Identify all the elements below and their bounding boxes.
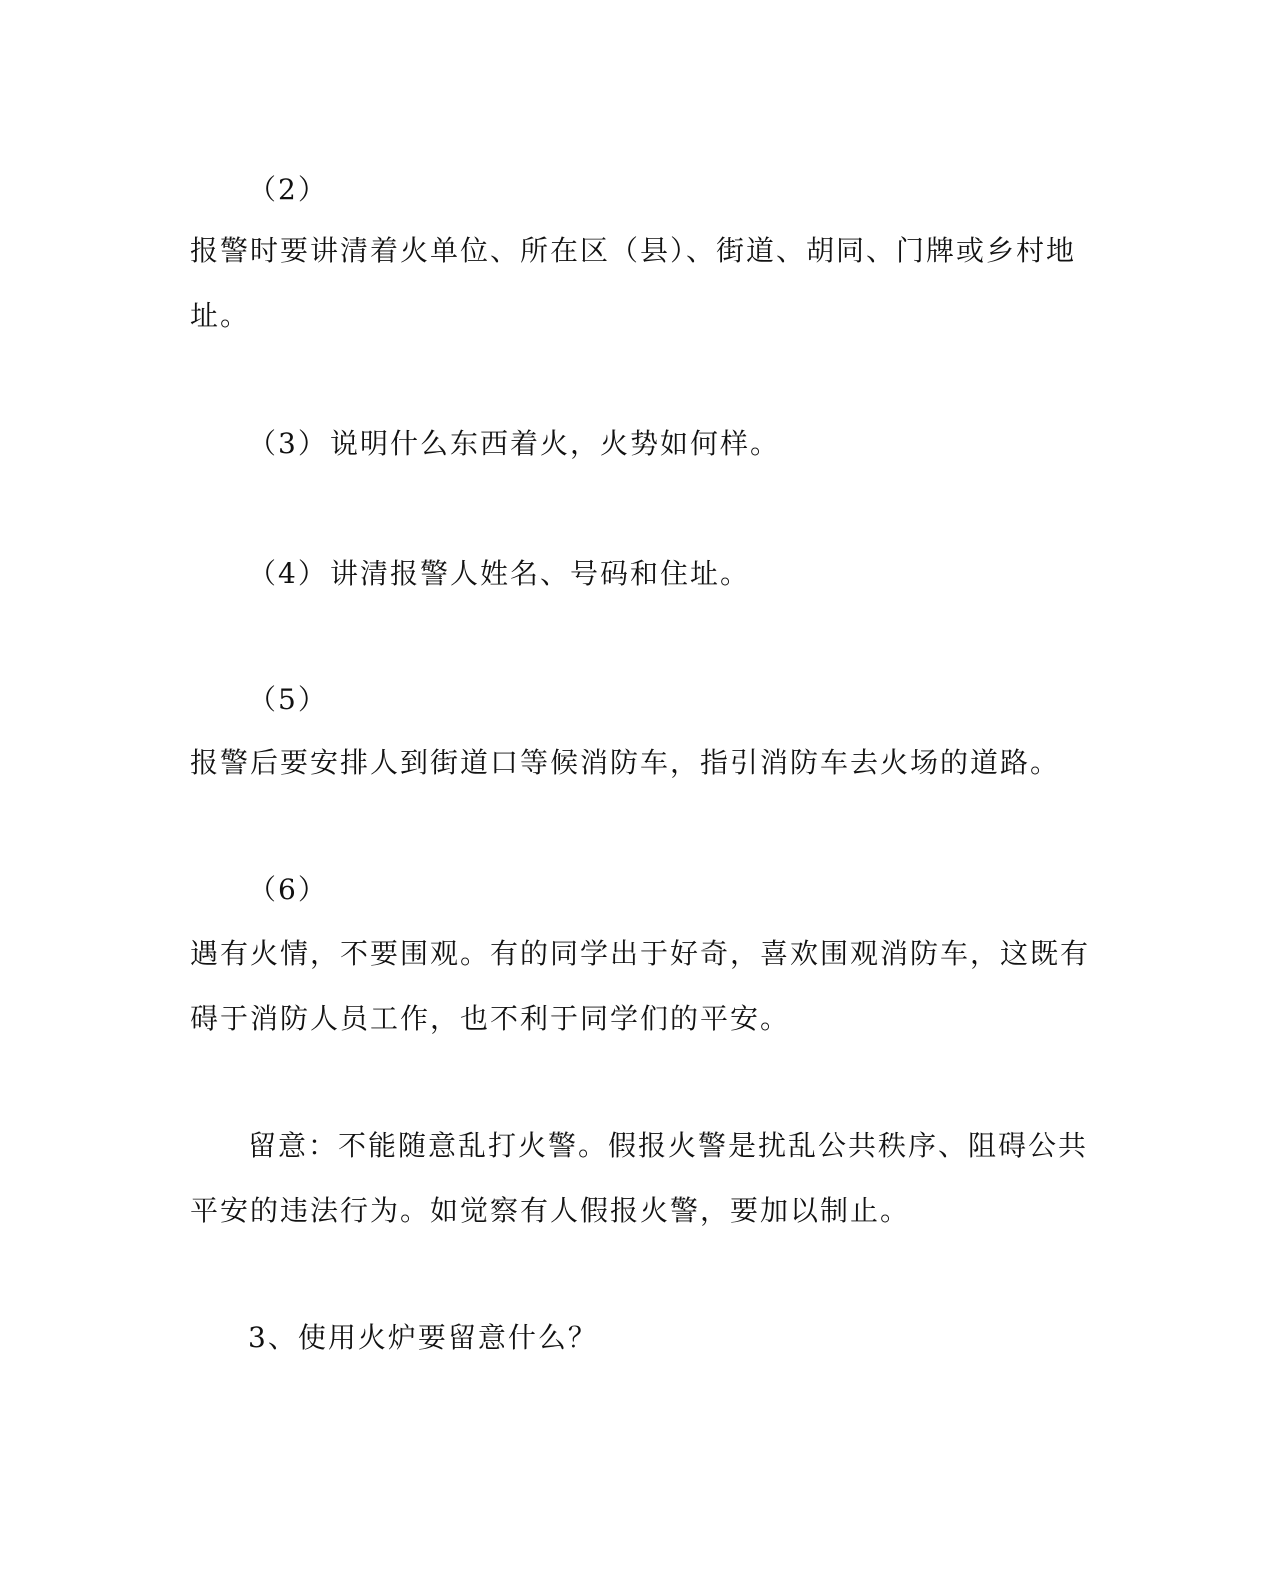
item-4-label: （4） <box>248 557 328 590</box>
item-5-label: （5） <box>248 683 328 716</box>
item-2-label: （2） <box>248 173 328 206</box>
item-4-text: 讲清报警人姓名、号码和住址。 <box>330 557 751 590</box>
item-4 <box>248 556 1128 592</box>
item-6-text-line-1: 遇有火情，不要围观。有的同学出于好奇，喜欢围观消防车，这既有 <box>190 937 1091 970</box>
item-6-text-line-2: 碍于消防人员工作，也不利于同学们的平安。 <box>190 1002 791 1035</box>
note-line-1: 留意：不能随意乱打火警。假报火警是扰乱公共秩序、阻碍公共 <box>248 1129 1089 1162</box>
item-3-label: （3） <box>248 427 328 460</box>
item-6-label: （6） <box>248 873 328 906</box>
note-line-2: 平安的违法行为。如觉察有人假报火警，要加以制止。 <box>190 1194 911 1227</box>
item-3 <box>248 426 1128 462</box>
item-2-text-line-1: 报警时要讲清着火单位、所在区（县）、街道、胡同、门牌或乡村地 <box>190 234 1077 267</box>
item-3-text: 说明什么东西着火，火势如何样。 <box>330 427 781 460</box>
section-3-heading: 3、使用火炉要留意什么？ <box>248 1321 598 1354</box>
item-2-text-line-2: 址。 <box>190 299 251 332</box>
item-5-text-line-1: 报警后要安排人到街道口等候消防车，指引消防车去火场的道路。 <box>190 746 1061 779</box>
